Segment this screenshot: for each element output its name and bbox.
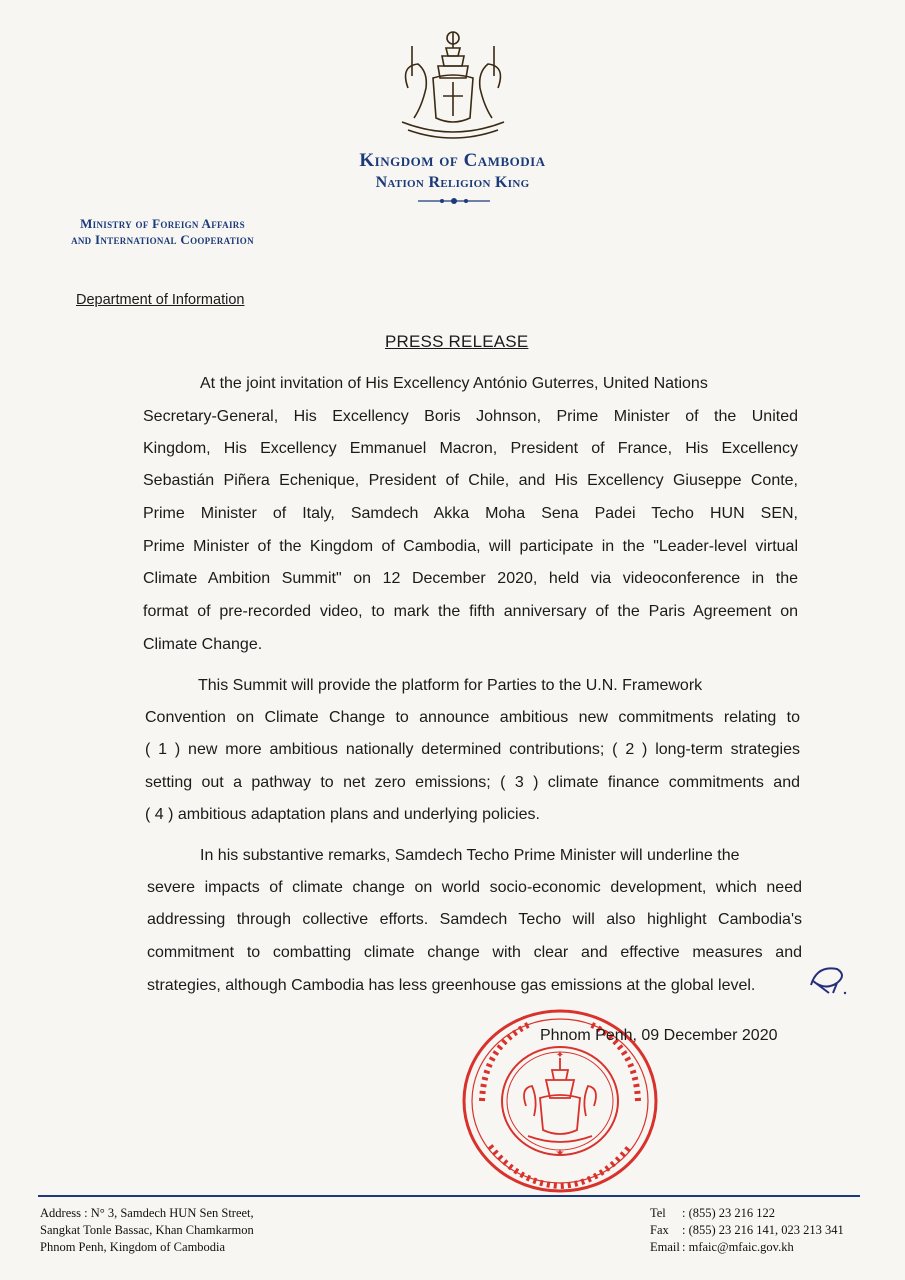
national-motto: Nation Religion King <box>375 174 530 191</box>
department-label: Department of Information <box>76 292 245 308</box>
footer-address <box>40 1205 254 1256</box>
body-line: commitment to combatting climate change with clear and effective measures and <box>147 944 802 961</box>
body-line: severe impacts of climate change on world socio-economic development, which need <box>147 879 802 896</box>
email-label: Email <box>650 1240 680 1254</box>
fax-label: Fax <box>650 1223 669 1237</box>
body-line: Kingdom, His Excellency Emmanuel Macron, President of France, His Excellency <box>143 440 798 457</box>
body-line: strategies, although Cambodia has less greenhouse gas emissions at the global level. <box>147 977 756 994</box>
body-line: ( 4 ) ambitious adaptation plans and underlying policies. <box>145 806 540 823</box>
body-line: addressing through collective efforts. Samdech Techo will also highlight Cambodia's <box>147 911 802 928</box>
body-line: Prime Minister of Italy, Samdech Akka Moha Sena Padei Techo HUN SEN, <box>143 505 798 522</box>
svg-text:★: ★ <box>555 1148 565 1159</box>
email-value[interactable]: : mfaic@mfaic.gov.kh <box>682 1240 794 1254</box>
royal-coat-of-arms-emblem <box>388 26 518 144</box>
ministry-name-line-2: and International Cooperation <box>71 232 254 247</box>
address-line-1: Address : N° 3, Samdech HUN Sen Street, <box>40 1206 254 1220</box>
body-line: Climate Ambition Summit" on 12 December 2020, held via videoconference in the <box>143 570 798 587</box>
place-and-date: Phnom Penh, 09 December 2020 <box>540 1027 778 1044</box>
fax-value: : (855) 23 216 141, 023 213 341 <box>682 1223 844 1237</box>
body-line: Prime Minister of the Kingdom of Cambodia, will participate in the "Leader-level virtual <box>143 538 798 555</box>
body-line: Climate Change. <box>143 636 263 653</box>
ministry-name-line-1: Ministry of Foreign Affairs <box>80 216 245 231</box>
footer-contact <box>650 1205 844 1256</box>
kingdom-heading: Kingdom of Cambodia <box>359 150 546 171</box>
body-line: format of pre-recorded video, to mark the fifth anniversary of the Paris Agreement on <box>143 603 798 620</box>
email-row <box>650 1239 844 1256</box>
body-line: ( 1 ) new more ambitious nationally determined contributions; ( 2 ) long-term strategies <box>145 741 800 758</box>
tel-label: Tel <box>650 1206 666 1220</box>
address-line-3: Phnom Penh, Kingdom of Cambodia <box>40 1240 226 1254</box>
address-line-2: Sangkat Tonle Bassac, Khan Chamkarmon <box>40 1223 254 1237</box>
tel-value: : (855) 23 216 122 <box>682 1206 776 1220</box>
body-line: Secretary-General, His Excellency Boris Johnson, Prime Minister of the United <box>143 408 798 425</box>
footer-divider <box>38 1195 860 1197</box>
body-line: Convention on Climate Change to announce ambitious new commitments relating to <box>145 709 800 726</box>
body-line: At the joint invitation of His Excellency António Guterres, United Nations <box>200 375 708 392</box>
body-line: Sebastián Piñera Echenique, President of Chile, and His Excellency Giuseppe Conte, <box>143 472 798 489</box>
tel-row <box>650 1205 844 1222</box>
svg-text:✦: ✦ <box>555 1050 565 1061</box>
document-title: PRESS RELEASE <box>385 332 529 351</box>
fax-row <box>650 1222 844 1239</box>
ornament-divider-icon <box>416 196 492 206</box>
body-line: setting out a pathway to net zero emissions; ( 3 ) climate finance commitments and <box>145 774 800 791</box>
body-line: In his substantive remarks, Samdech Techo Prime Minister will underline the <box>200 847 740 864</box>
body-line: This Summit will provide the platform for Parties to the U.N. Framework <box>198 677 703 694</box>
initials-signature-icon <box>807 963 851 999</box>
